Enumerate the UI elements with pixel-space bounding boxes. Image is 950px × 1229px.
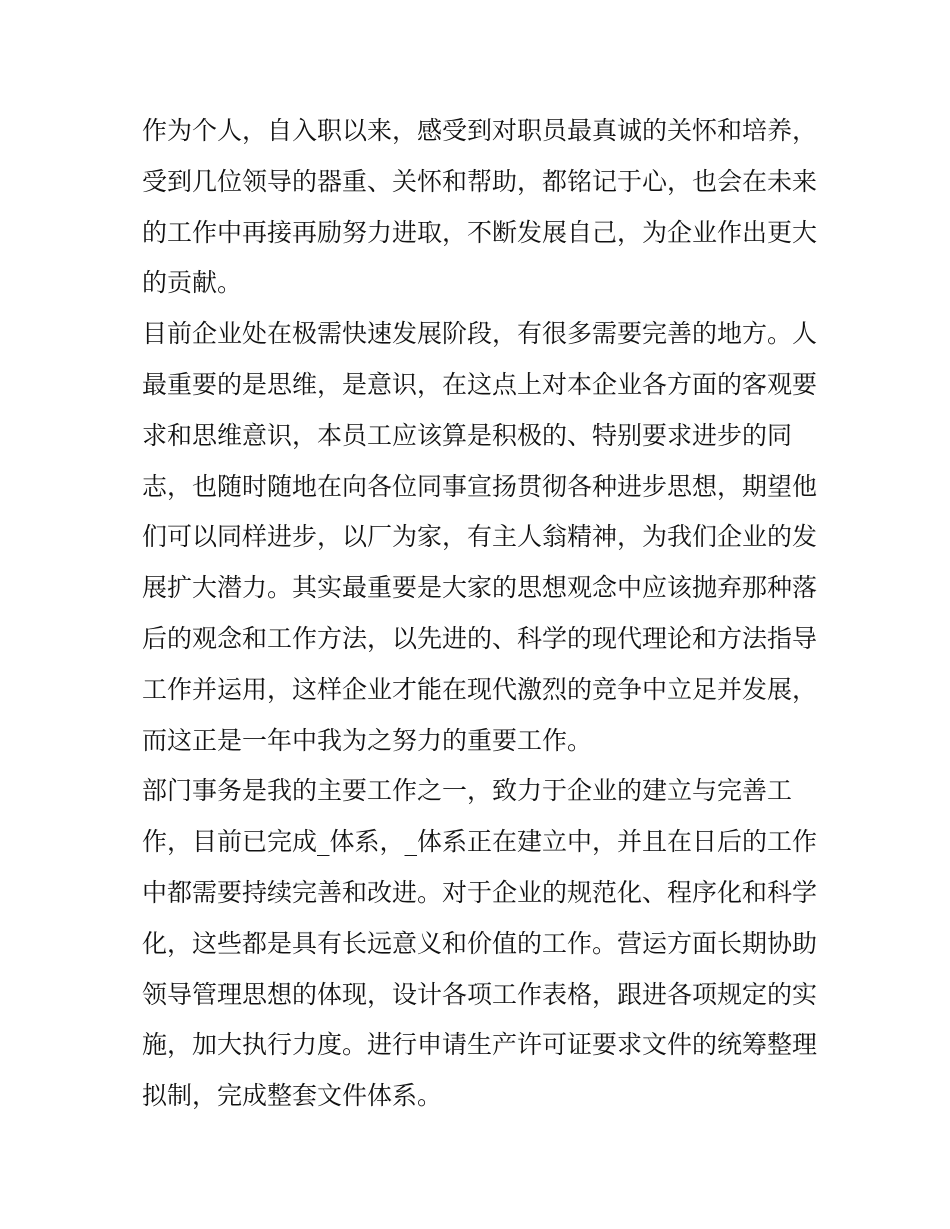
text-line: 的贡献。 [142,268,243,298]
text-line: 领导管理思想的体现，设计各项工作表格，跟进各项规定的实 [142,979,818,1009]
document-body [142,106,822,1122]
text-line: 中都需要持续完善和改进。对于企业的规范化、程序化和科学 [142,877,818,907]
text-line: 目前企业处在极需快速发展阶段，有很多需要完善的地方。人 [142,319,818,349]
text-line: 们可以同样进步，以厂为家，有主人翁精神，为我们企业的发 [142,522,818,552]
text-line: 部门事务是我的主要工作之一，致力于企业的建立与完善工 [142,776,793,806]
paragraph [142,106,822,309]
paragraph [142,309,822,766]
text-line: 作为个人，自入职以来，感受到对职员最真诚的关怀和培养， [142,116,818,145]
text-line: 施，加大执行力度。进行申请生产许可证要求文件的统筹整理 [142,1030,818,1060]
text-line: 志，也随时随地在向各位同事宣扬贯彻各种进步思想，期望他 [142,471,818,501]
text-line: 拟制，完成整套文件体系。 [142,1081,443,1111]
text-line: 受到几位领导的器重、关怀和帮助，都铭记于心，也会在未来 [142,166,818,196]
text-line: 而这正是一年中我为之努力的重要工作。 [142,725,593,755]
text-line: 工作并运用，这样企业才能在现代激烈的竞争中立足并发展， [142,674,818,704]
text-line: 化，这些都是具有长远意义和价值的工作。营运方面长期协助 [142,928,818,958]
text-line: 展扩大潜力。其实最重要是大家的思想观念中应该抛弃那种落 [142,573,818,603]
text-line: 作，目前已完成_体系，_体系正在建立中，并且在日后的工作 [142,827,818,857]
text-line: 求和思维意识，本员工应该算是积极的、特别要求进步的同 [142,420,793,450]
text-line: 的工作中再接再励努力进取，不断发展自己，为企业作出更大 [142,217,818,247]
text-line: 最重要的是思维，是意识，在这点上对本企业各方面的客观要 [142,369,818,399]
paragraph [142,766,822,1122]
text-line: 后的观念和工作方法，以先进的、科学的现代理论和方法指导 [142,623,818,653]
